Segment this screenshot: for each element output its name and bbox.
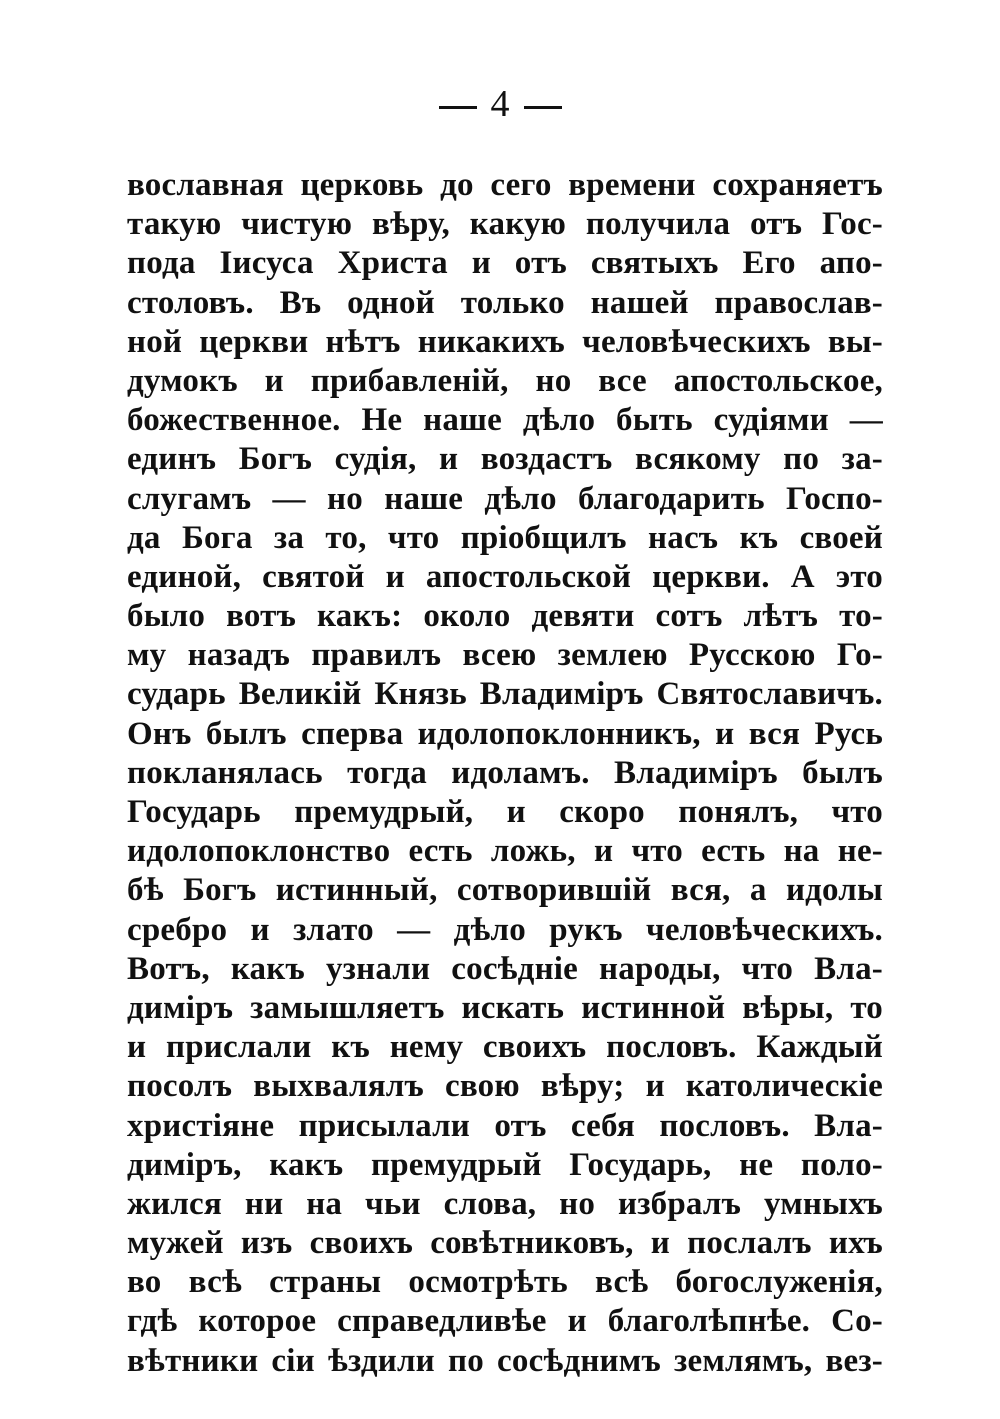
- text-line: пода Іисуса Христа и отъ святыхъ Его апо-: [127, 245, 883, 282]
- text-line: идолопоклонство есть ложь, и что есть на не-: [127, 833, 883, 870]
- text-line: Государь премудрый, и скоро понялъ, что: [127, 794, 883, 830]
- text-line: столовъ. Въ одной только нашей православ-: [127, 284, 883, 321]
- text-line: да Бога за то, что пріобщилъ насъ къ своей: [127, 519, 883, 556]
- text-line: гдѣ которое справедливѣе и благолѣпнѣе. Со-: [127, 1303, 883, 1340]
- text-line: посолъ выхвалялъ свою вѣру; и католическіе: [127, 1068, 883, 1105]
- page-number: 4: [490, 83, 510, 125]
- text-line: ной церкви нѣтъ никакихъ человѣческихъ вы-: [127, 323, 883, 360]
- text-line: жился ни на чьи слова, но избралъ умныхъ: [127, 1185, 883, 1222]
- text-line: бѣ Богъ истинный, сотворившій вся, а идолы: [127, 872, 883, 909]
- text-line: божественное. Не наше дѣло быть судіями —: [127, 402, 883, 439]
- text-line: Онъ былъ сперва идолопоклонникъ, и вся Русь: [127, 715, 883, 752]
- text-line: христіяне присылали отъ себя пословъ. Вла-: [127, 1107, 883, 1144]
- header-dash-left: [439, 106, 477, 109]
- text-line: единъ Богъ судія, и воздастъ всякому по за-: [127, 441, 883, 478]
- page-header: [0, 82, 1000, 126]
- text-line: Вотъ, какъ узнали сосѣдніе народы, что Вла-: [127, 950, 883, 987]
- text-line: единой, святой и апостольской церкви. А это: [127, 558, 883, 595]
- text-line: было вотъ какъ: около девяти сотъ лѣтъ то-: [127, 598, 883, 635]
- text-line: диміръ замышляетъ искать истинной вѣры, то: [127, 989, 883, 1026]
- page-body-text: [127, 166, 883, 1381]
- text-line: покланялась тогда идоламъ. Владиміръ былъ: [127, 754, 883, 791]
- text-line: сударь Великій Князь Владиміръ Святославичъ.: [127, 676, 883, 713]
- header-dash-right: [524, 106, 562, 109]
- text-line: вѣтники сіи ѣздили по сосѣднимъ землямъ, вез-: [127, 1342, 883, 1379]
- text-line: во всѣ страны осмотрѣть всѣ богослуженія,: [127, 1264, 883, 1301]
- text-line: слугамъ — но наше дѣло благодарить Госпо-: [127, 480, 883, 517]
- text-line: му назадъ правилъ всею землею Русскою Го-: [127, 637, 883, 674]
- text-line: вославная церковь до сего времени сохраняетъ: [127, 167, 883, 203]
- text-line: мужей изъ своихъ совѣтниковъ, и послалъ ихъ: [127, 1225, 883, 1262]
- text-line: и прислали къ нему своихъ пословъ. Каждый: [127, 1029, 883, 1066]
- text-line: думокъ и прибавленій, но все апостольское,: [127, 362, 883, 399]
- text-line: такую чистую вѣру, какую получила отъ Гос-: [127, 206, 883, 243]
- text-line: диміръ, какъ премудрый Государь, не поло-: [127, 1146, 883, 1183]
- text-line: сребро и злато — дѣло рукъ человѣческихъ.: [127, 911, 883, 948]
